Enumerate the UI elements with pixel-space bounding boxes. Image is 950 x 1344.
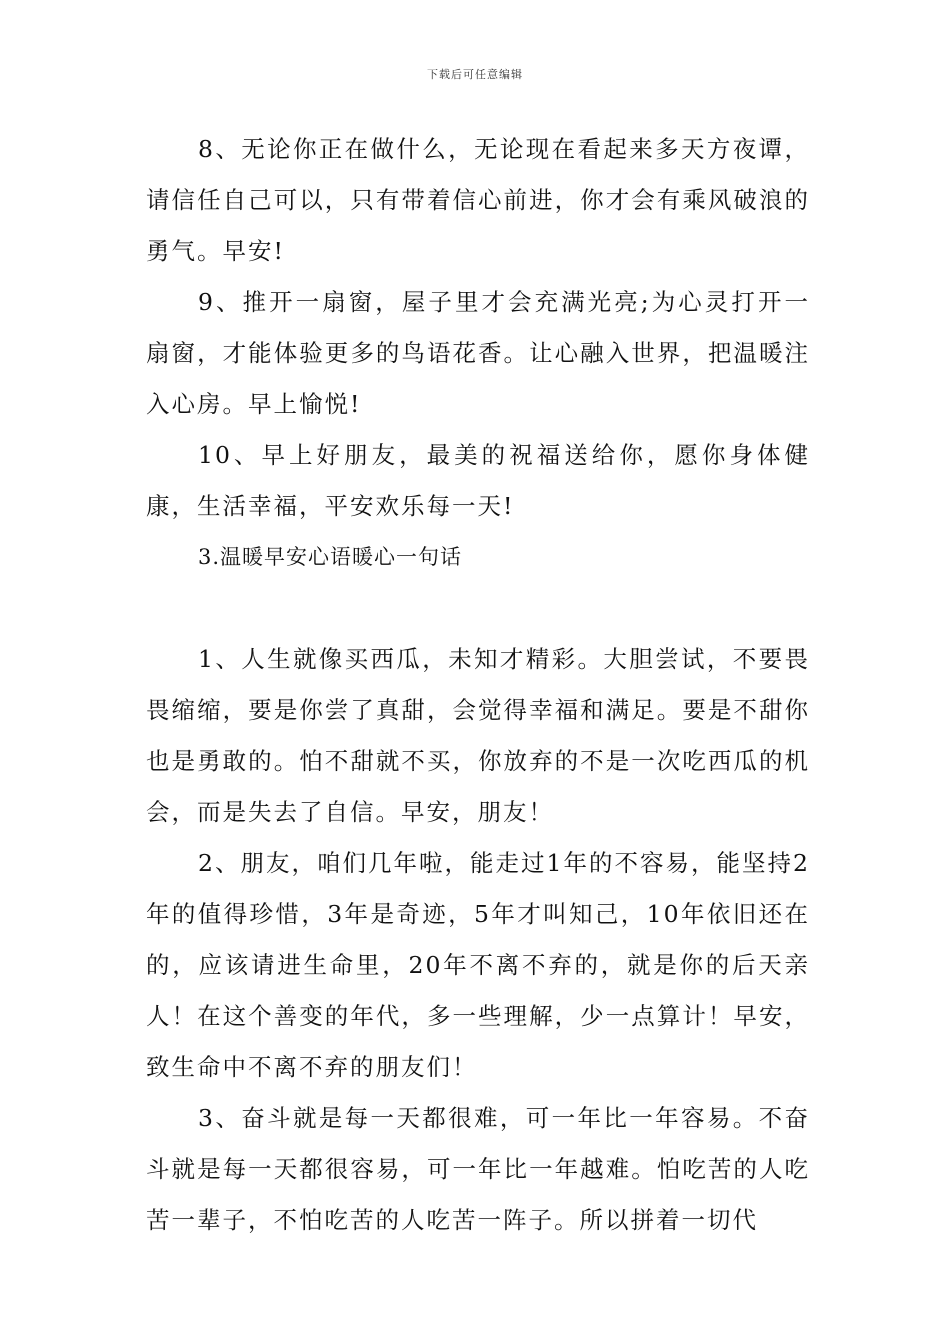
section-heading: 3.温暖早安心语暖心一句话 [198, 545, 463, 569]
page-header: 下载后可任意编辑 [427, 68, 523, 81]
blank-line [146, 583, 810, 634]
paragraph-9: 9、推开一扇窗，屋子里才会充满光亮;为心灵打开一扇窗，才能体验更多的鸟语花香。让心融入世界，把温暖注入心房。早上愉悦! [146, 288, 810, 418]
section-paragraph-2: 2、朋友，咱们几年啦，能走过1年的不容易，能坚持2年的值得珍惜，3年是奇迹，5年才叫知己，10年依旧还在的，应该请进生命里，20年不离不弃的，就是你的后天亲人！在这个善变的年代，多一些理解，少一点算计！早安，致生命中不离不弃的朋友们！ [146, 849, 810, 1081]
paragraph-10: 10、早上好朋友，最美的祝福送给你，愿你身体健康，生活幸福，平安欢乐每一天! [146, 441, 810, 520]
section-paragraph-1: 1、人生就像买西瓜，未知才精彩。大胆尝试，不要畏畏缩缩，要是你尝了真甜，会觉得幸福和满足。要是不甜你也是勇敢的。怕不甜就不买，你放弃的不是一次吃西瓜的机会，而是失去了自信。早安，朋友！ [146, 645, 810, 826]
section-paragraph-3: 3、奋斗就是每一天都很难，可一年比一年容易。不奋斗就是每一天都很容易，可一年比一年越难。怕吃苦的人吃苦一辈子，不怕吃苦的人吃苦一阵子。所以拼着一切代 [146, 1104, 810, 1234]
document-body [146, 124, 810, 1246]
paragraph-8: 8、无论你正在做什么，无论现在看起来多天方夜谭，请信任自己可以，只有带着信心前进，你才会有乘风破浪的勇气。早安! [146, 135, 810, 265]
